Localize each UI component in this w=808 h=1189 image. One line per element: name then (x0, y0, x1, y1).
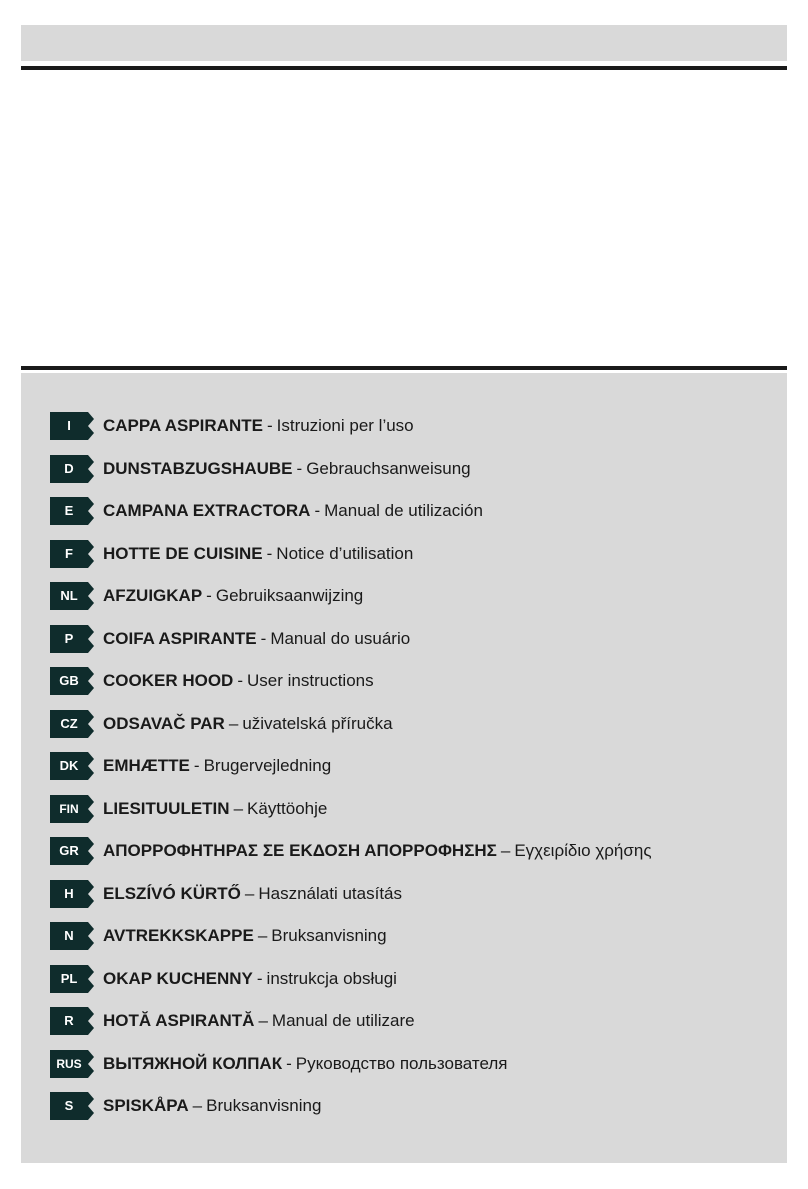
language-code: F (65, 545, 73, 561)
language-flag-icon (50, 1050, 94, 1078)
language-code: P (64, 630, 74, 646)
product-title: SPISKÅPA (103, 1096, 189, 1115)
title-separator: - (314, 501, 321, 520)
product-title: DUNSTABZUGSHAUBE (103, 458, 293, 478)
product-title: COIFA ASPIRANTE (103, 628, 257, 648)
manual-subtitle: Istruzioni per l’uso (276, 416, 414, 435)
title-separator: – (257, 926, 268, 945)
language-code: N (64, 928, 74, 943)
language-flag-icon (50, 667, 94, 695)
language-row (50, 919, 387, 953)
language-code: PL (60, 970, 78, 986)
manual-subtitle: Bruksanvisning (271, 926, 387, 945)
language-code: RUS (56, 1056, 82, 1071)
language-code: D (64, 460, 74, 476)
product-title: HOTĂ ASPIRANTĂ (103, 1011, 255, 1030)
manual-subtitle: uživatelská příručka (242, 713, 393, 733)
language-row (50, 664, 374, 698)
language-flag-icon (50, 455, 94, 483)
product-title: ΑΠΟΡΡΟΦΗΤΗΡΑΣ ΣΕ ΕΚΔΟΣΗ ΑΠΟΡΡΟΦΗΣΗΣ (103, 841, 497, 860)
language-code: H (64, 885, 74, 901)
title-separator: - (266, 416, 273, 435)
product-title: AVTREKKSKAPPE (103, 926, 254, 945)
language-row (50, 749, 331, 783)
language-flag-icon (50, 880, 94, 908)
language-flag-icon (50, 965, 94, 993)
manual-subtitle: Εγχειρίδιο χρήσης (514, 841, 652, 860)
language-code: I (67, 418, 71, 433)
language-row (50, 409, 414, 443)
language-row (50, 494, 483, 528)
manual-subtitle: Käyttöohje (247, 798, 328, 818)
language-flag-icon (50, 412, 94, 440)
language-panel (21, 373, 787, 1163)
manual-subtitle: Руководство пользователя (295, 1053, 508, 1073)
language-flag-icon (50, 922, 94, 950)
product-title: LIESITUULETIN (103, 798, 230, 818)
product-title: COOKER HOOD (103, 671, 234, 690)
product-title: HOTTE DE CUISINE (103, 543, 263, 563)
language-row (50, 1089, 321, 1123)
language-code: GB (59, 673, 79, 688)
language-flag-icon (50, 795, 94, 823)
manual-subtitle: instrukcja obsługi (266, 968, 397, 988)
title-separator: – (244, 883, 255, 903)
language-flag-icon (50, 710, 94, 738)
language-flag-icon (50, 1092, 94, 1120)
language-row (50, 1047, 508, 1081)
title-separator: – (192, 1096, 203, 1115)
product-title: EMHÆTTE (103, 756, 190, 775)
title-separator: – (500, 841, 511, 860)
language-flag-icon (50, 582, 94, 610)
product-title: ВЫТЯЖНОЙ КОЛПАК (103, 1053, 283, 1073)
manual-subtitle: Brugervejledning (203, 756, 332, 775)
title-separator: - (193, 756, 200, 775)
language-code: E (64, 503, 74, 518)
language-code: FIN (59, 801, 79, 816)
language-code: R (64, 1013, 74, 1028)
manual-subtitle: User instructions (247, 671, 374, 690)
language-row (50, 877, 402, 911)
language-code: NL (60, 588, 78, 603)
product-title: CAPPA ASPIRANTE (103, 416, 263, 435)
language-row (50, 579, 363, 613)
language-flag-icon (50, 497, 94, 525)
manual-subtitle: Gebruiksaanwijzing (215, 586, 364, 605)
title-separator: - (260, 628, 267, 648)
language-row (50, 452, 471, 486)
language-flag-icon (50, 837, 94, 865)
product-title: ODSAVAČ PAR (103, 713, 225, 733)
section-rule (21, 366, 787, 370)
title-separator: - (206, 586, 212, 605)
language-row (50, 834, 652, 868)
language-flag-icon (50, 625, 94, 653)
manual-subtitle: Notice d’utilisation (276, 543, 414, 563)
language-row (50, 537, 413, 571)
language-flag-icon (50, 1007, 94, 1035)
title-separator: - (237, 671, 244, 690)
manual-subtitle: Használati utasítás (258, 883, 403, 903)
title-separator: – (258, 1011, 268, 1030)
manual-subtitle: Gebrauchsanweisung (306, 458, 471, 478)
language-row (50, 622, 410, 656)
top-rule (21, 66, 787, 70)
title-separator: – (233, 798, 244, 818)
product-title: ELSZÍVÓ KÜRTŐ (103, 883, 241, 903)
language-row (50, 707, 393, 741)
product-title: CAMPANA EXTRACTORA (103, 501, 311, 520)
language-flag-icon (50, 752, 94, 780)
language-code: DK (59, 758, 79, 773)
product-title: OKAP KUCHENNY (103, 968, 253, 988)
manual-subtitle: Bruksanvisning (206, 1096, 322, 1115)
language-row (50, 1004, 415, 1038)
manual-subtitle: Manual de utilización (324, 501, 483, 520)
title-separator: - (286, 1053, 292, 1073)
manual-subtitle: Manual do usuário (270, 628, 411, 648)
title-separator: - (256, 968, 263, 988)
title-separator: - (296, 458, 303, 478)
product-title: AFZUIGKAP (103, 586, 203, 605)
language-code: S (64, 1098, 74, 1113)
language-code: GR (59, 843, 79, 858)
header-band (21, 25, 787, 61)
language-flag-icon (50, 540, 94, 568)
language-row (50, 792, 327, 826)
manual-subtitle: Manual de utilizare (271, 1011, 415, 1030)
title-separator: – (228, 713, 239, 733)
title-separator: - (266, 543, 273, 563)
language-row (50, 962, 397, 996)
language-code: CZ (60, 715, 78, 731)
